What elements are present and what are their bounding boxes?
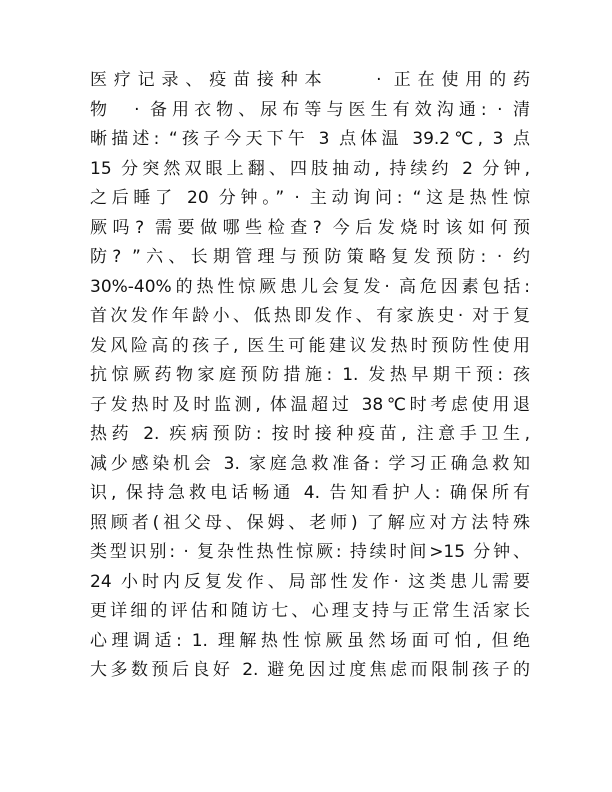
text-line: 减少感染机会 3. 家庭急救准备: 学习正确急救知: [90, 453, 530, 474]
text-line: 心理调适: 1. 理解热性惊厥虽然场面可怕, 但绝: [90, 630, 530, 651]
text-line: 首次发作年龄小、低热即发作、有家族史· 对于复: [90, 306, 530, 326]
text-line: 发风险高的孩子, 医生可能建议发热时预防性使用: [90, 335, 530, 356]
body-text: [90, 66, 530, 686]
text-line: 照顾者(祖父母、保姆、老师) 了解应对方法特殊: [90, 512, 530, 533]
text-line: 子发热时及时监测, 体温超过 38℃时考虑使用退: [90, 394, 530, 415]
text-line: 抗惊厥药物家庭预防措施: 1. 发热早期干预: 孩: [90, 365, 530, 385]
text-line: 防? ”六、长期管理与预防策略复发预防: · 约: [90, 247, 530, 267]
text-line: 更详细的评估和随访七、心理支持与正常生活家长: [90, 601, 530, 621]
text-line: 24 小时内反复发作、局部性发作· 这类患儿需要: [90, 571, 530, 592]
text-line: 识, 保持急救电话畅通 4. 告知看护人: 确保所有: [90, 483, 530, 503]
text-line: 30%-40%的热性惊厥患儿会复发· 高危因素包括:: [90, 276, 530, 297]
text-line: 之后睡了 20 分钟。” · 主动询问: “这是热性惊: [90, 188, 530, 208]
text-line: 厥吗? 需要做哪些检查? 今后发烧时该如何预: [90, 217, 530, 238]
text-line: 物 · 备用衣物、尿布等与医生有效沟通: · 清: [90, 99, 530, 120]
text-line: 晰描述: “孩子今天下午 3 点体温 39.2℃, 3 点: [90, 129, 530, 149]
text-line: 15 分突然双眼上翻、四肢抽动, 持续约 2 分钟,: [90, 158, 530, 179]
text-line: 医疗记录、疫苗接种本 · 正在使用的药: [90, 70, 530, 90]
text-line: 类型识别: · 复杂性热性惊厥: 持续时间>15 分钟、: [90, 542, 530, 562]
text-line: 热药 2. 疾病预防: 按时接种疫苗, 注意手卫生,: [90, 424, 530, 444]
text-line: 大多数预后良好 2. 避免因过度焦虑而限制孩子的: [90, 660, 530, 680]
